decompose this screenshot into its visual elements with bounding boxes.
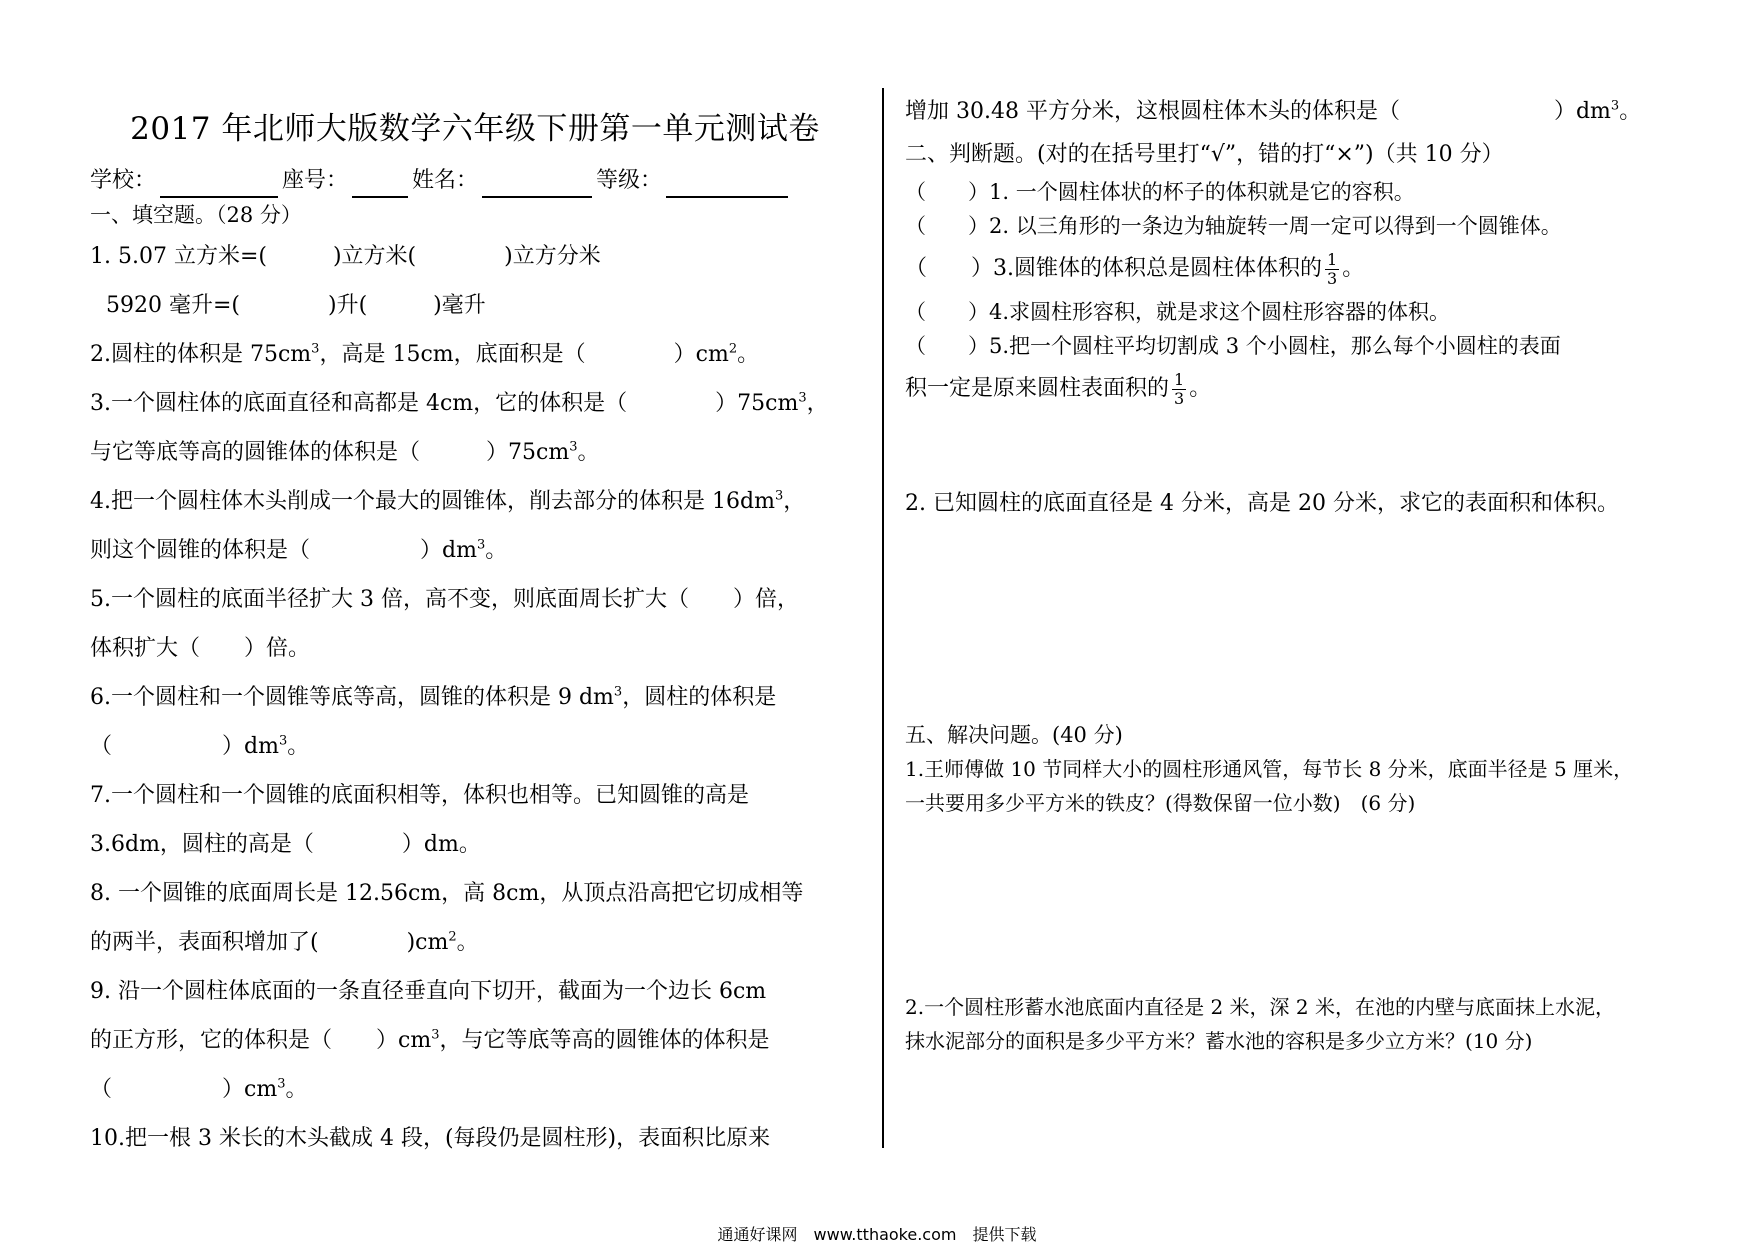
name-label: 姓名：	[412, 168, 479, 193]
question-5b: 体积扩大（ ）倍。	[90, 636, 311, 661]
judge-1: （ ）1. 一个圆柱体状的杯子的体积就是它的容积。	[905, 180, 1415, 204]
judge-2: （ ）2. 以三角形的一条边为轴旋转一周一定可以得到一个圆锥体。	[905, 214, 1562, 238]
question-10b: 增加 30.48 平方分米，这根圆柱体木头的体积是（ ）$dm^3$。	[905, 98, 1642, 124]
question-10a: 10.把一根 3 米长的木头截成 4 段，(每段仍是圆柱形)，表面积比原来	[90, 1126, 771, 1151]
judge-5b: 积一定是原来圆柱表面积的 $\frac{1}{3}$ 。	[905, 369, 1212, 408]
judge-4: （ ）4.求圆柱形容积，就是求这个圆柱形容器的体积。	[905, 300, 1451, 324]
section5-heading: 五、解决问题。(40 分)	[905, 723, 1123, 747]
question-3b: 与它等底等高的圆锥体的体积是（ ）$75cm^3$。	[90, 439, 600, 465]
question-5a: 5.一个圆柱的底面半径扩大 3 倍，高不变，则底面周长扩大（ ）倍，	[90, 587, 799, 612]
judge-3: （ ）3.圆锥体的体积总是圆柱体体积的 $\frac{1}{3}$ 。	[905, 249, 1365, 288]
section2-heading: 二、判断题。(对的在括号里打“√”，错的打“×”)（共 10 分）	[905, 142, 1504, 167]
question-8b: 的两半，表面积增加了( )$cm^2$。	[90, 929, 479, 955]
question-6a: 6.一个圆柱和一个圆锥等底等高，圆锥的体积是 9 $dm^3$，圆柱的体积是	[90, 684, 777, 710]
footer-credit: 通通好课网 www.tthaoke.com 提供下载	[717, 1225, 1037, 1244]
question-7b: 3.6dm，圆柱的高是（ ）dm。	[90, 832, 481, 857]
name-field[interactable]	[482, 170, 592, 198]
seat-label: 座号：	[282, 168, 349, 193]
section1-heading: 一、填空题。（28 分）	[90, 203, 302, 227]
seat-field[interactable]	[352, 170, 408, 198]
question-6b: （ ）$dm^3$。	[90, 733, 310, 759]
problem-2a: 2.一个圆柱形蓄水池底面内直径是 2 米，深 2 米，在池的内壁与底面抹上水泥，	[905, 995, 1615, 1019]
judge-5a: （ ）5.把一个圆柱平均切割成 3 个小圆柱，那么每个小圆柱的表面	[905, 334, 1561, 358]
question-1b: 5920 毫升=( )升( )毫升	[106, 293, 486, 318]
question-1a: 1. 5.07 立方米=( )立方米( )立方分米	[90, 244, 601, 269]
question-7a: 7.一个圆柱和一个圆锥的底面积相等，体积也相等。已知圆锥的高是	[90, 783, 749, 808]
question-9c: （ ）$cm^3$。	[90, 1076, 308, 1102]
question-3a: 3.一个圆柱体的底面直径和高都是 4cm，它的体积是（ ）$75cm^3$，	[90, 390, 829, 416]
column-divider	[882, 88, 884, 1148]
school-field[interactable]	[160, 170, 278, 198]
school-label: 学校：	[90, 168, 157, 193]
question-9b: 的正方形，它的体积是（ ）$cm^3$，与它等底等高的圆锥体的体积是	[90, 1027, 770, 1053]
grade-label: 等级：	[596, 168, 663, 193]
problem-1a: 1.王师傅做 10 节同样大小的圆柱形通风管，每节长 8 分米，底面半径是 5 厘米，	[905, 757, 1634, 781]
question-4a: 4.把一个圆柱体木头削成一个最大的圆锥体，削去部分的体积是 $16dm^3$，	[90, 488, 806, 514]
question-4b: 则这个圆锥的体积是（ ）$dm^3$。	[90, 537, 508, 563]
left-column	[90, 95, 860, 1163]
student-info-line	[90, 164, 860, 198]
calc-question-2: 2. 已知圆柱的底面直径是 4 分米，高是 20 分米，求它的表面积和体积。	[905, 491, 1619, 516]
problem-2b: 抹水泥部分的面积是多少平方米？蓄水池的容积是多少立方米？(10 分)	[905, 1029, 1533, 1053]
right-column	[905, 95, 1685, 1058]
fraction-one-third: $\frac{1}{3}$	[1327, 249, 1338, 288]
fraction-one-third: $\frac{1}{3}$	[1174, 369, 1185, 408]
question-8a: 8. 一个圆锥的底面周长是 12.56cm，高 8cm，从顶点沿高把它切成相等	[90, 881, 804, 906]
page-title: 2017 年北师大版数学六年级下册第一单元测试卷	[130, 111, 820, 147]
question-9a: 9. 沿一个圆柱体底面的一条直径垂直向下切开，截面为一个边长 6cm	[90, 979, 767, 1004]
problem-1b: 一共要用多少平方米的铁皮？(得数保留一位小数) (6 分)	[905, 791, 1416, 815]
grade-field[interactable]	[666, 170, 788, 198]
question-2: 2.圆柱的体积是 $75cm^3$，高是 15cm，底面积是（ ）$cm^2$。	[90, 341, 760, 367]
